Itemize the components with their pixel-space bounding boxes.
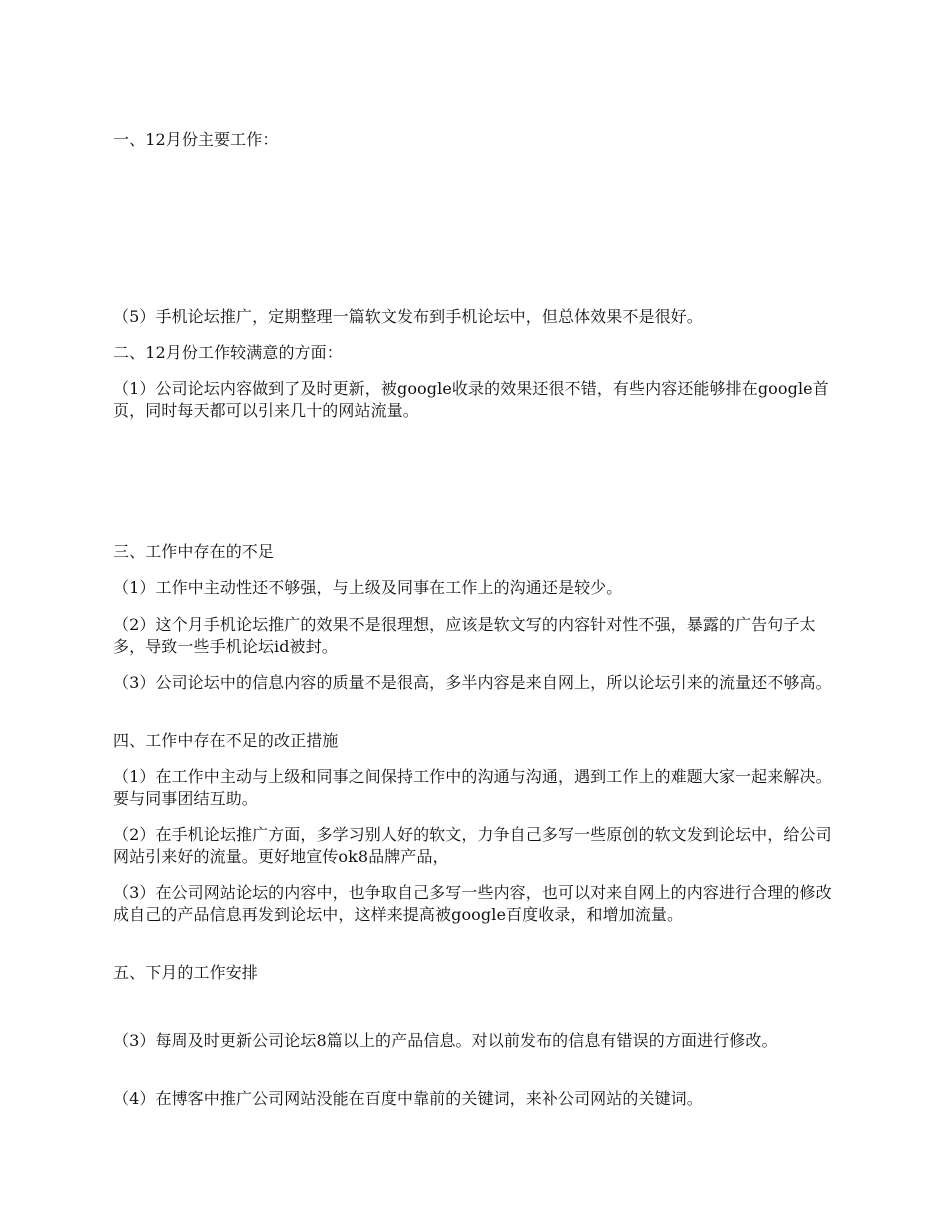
paragraph-item-5-forum-promotion: （5）手机论坛推广，定期整理一篇软文发布到手机论坛中，但总体效果不是很好。 xyxy=(113,307,703,326)
section-heading-next-month-plan: 五、下月的工作安排 xyxy=(113,963,258,982)
paragraph-plan-3: （3）每周及时更新公司论坛8篇以上的产品信息。对以前发布的信息有错误的方面进行修改。 xyxy=(113,1031,778,1050)
section-heading-december-work: 一、12月份主要工作： xyxy=(113,130,279,149)
section-heading-shortcomings: 三、工作中存在的不足 xyxy=(113,542,275,561)
paragraph-measure-3: （3）在公司网站论坛的内容中，也争取自己多写一些内容，也可以对来自网上的内容进行合理的修改成自己的产品信息再发到论坛中，这样来提高被google百度收录，和增加流量。 xyxy=(113,883,832,924)
paragraph-plan-4: （4）在博客中推广公司网站没能在百度中靠前的关键词，来补公司网站的关键词。 xyxy=(113,1089,703,1108)
section-heading-corrective-measures: 四、工作中存在不足的改正措施 xyxy=(113,731,339,750)
paragraph-measure-2: （2）在手机论坛推广方面，多学习别人好的软文，力争自己多写一些原创的软文发到论坛中，给公司网站引来好的流量。更好地宣传ok8品牌产品， xyxy=(113,825,832,866)
paragraph-measure-1: （1）在工作中主动与上级和同事之间保持工作中的沟通与沟通，遇到工作上的难题大家一起来解决。要与同事团结互助。 xyxy=(113,767,832,808)
paragraph-shortcoming-3: （3）公司论坛中的信息内容的质量不是很高，多半内容是来自网上，所以论坛引来的流量还不够高。 xyxy=(113,673,832,692)
paragraph-item-1-forum-update: （1）公司论坛内容做到了及时更新，被google收录的效果还很不错，有些内容还能够排在google首页，同时每天都可以引来几十的网站流量。 xyxy=(113,379,829,420)
section-heading-satisfied-aspects: 二、12月份工作较满意的方面： xyxy=(113,343,343,362)
paragraph-shortcoming-1: （1）工作中主动性还不够强，与上级及同事在工作上的沟通还是较少。 xyxy=(113,578,623,597)
paragraph-shortcoming-2: （2）这个月手机论坛推广的效果不是很理想，应该是软文写的内容针对性不强，暴露的广告句子太多，导致一些手机论坛id被封。 xyxy=(113,615,816,656)
